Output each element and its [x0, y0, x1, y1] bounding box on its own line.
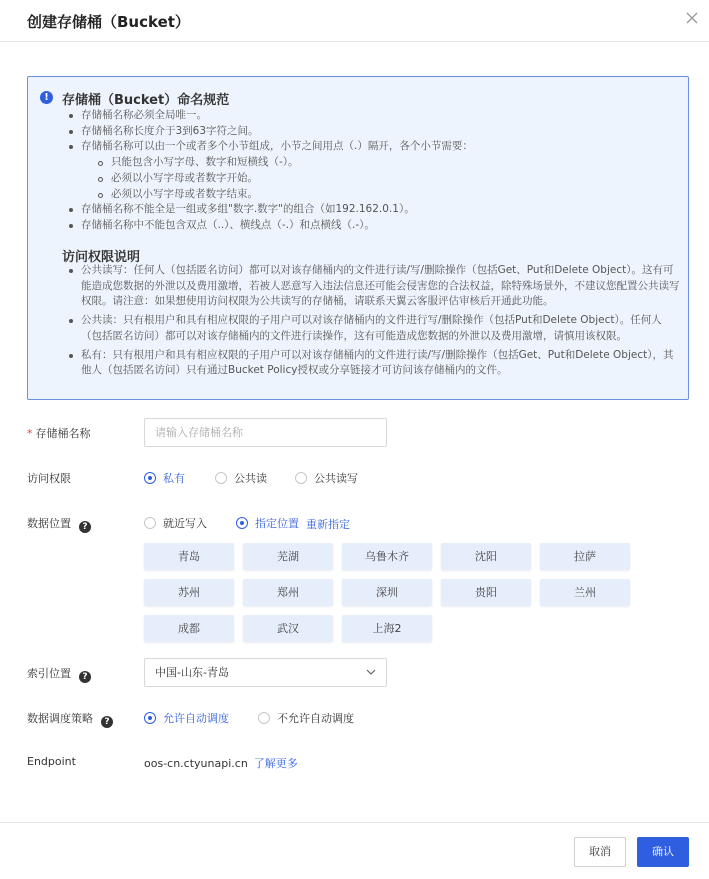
naming-rule: 存储桶名称长度介于3到63字符之间。 — [81, 124, 681, 140]
access-rules-list — [81, 263, 681, 382]
question-icon[interactable]: ? — [79, 521, 91, 533]
naming-rule: 存储桶名称必须全局唯一。 — [81, 108, 681, 124]
index-location-select[interactable] — [144, 658, 387, 687]
access-rule: 公共读：只有根用户和具有相应权限的子用户可以对该存储桶内的文件进行写/删除操作（包括Put和Delete Object）。任何人（包括匿名访问）都可以对该存储桶内的文件进行读操作，这有可能造成您数据的外泄以及费用激增，请慎用该权限。 — [81, 313, 681, 344]
cancel-button[interactable]: 取消 — [574, 837, 626, 867]
radio-dot — [144, 712, 156, 724]
city-chip[interactable]: 上海2 — [342, 615, 432, 642]
endpoint-value-row — [144, 755, 298, 771]
city-chip[interactable]: 沈阳 — [441, 543, 531, 570]
radio-disallow-auto-schedule[interactable] — [258, 710, 354, 726]
radio-allow-auto-schedule[interactable] — [144, 710, 229, 726]
radio-private[interactable] — [144, 470, 185, 486]
radio-dot — [215, 472, 227, 484]
dialog-title: 创建存储桶（Bucket） — [27, 13, 190, 31]
radio-specified-location[interactable] — [236, 515, 299, 531]
index-location-value: 中国-山东-青岛 — [155, 666, 229, 679]
city-chip[interactable]: 郑州 — [243, 579, 333, 606]
bucket-name-label-text: 存储桶名称 — [35, 427, 91, 440]
scheduling-label-text: 数据调度策略 — [27, 712, 93, 725]
naming-rules-title: 存储桶（Bucket）命名规范 — [62, 93, 230, 108]
radio-public-read[interactable] — [215, 470, 267, 486]
radio-label: 不允许自动调度 — [277, 712, 354, 725]
naming-rule: 存储桶名称中不能包含双点（..）、横线点（-.）和点横线（.-）。 — [81, 218, 681, 234]
naming-sub-rule: 必须以小写字母或者数字开始。 — [81, 171, 681, 187]
access-label: 访问权限 — [27, 472, 71, 485]
required-mark: * — [27, 427, 33, 440]
city-chip[interactable]: 深圳 — [342, 579, 432, 606]
naming-rule: 存储桶名称可以由一个或者多个小节组成，小节之间用点（.）隔开，各个小节需要： — [81, 139, 681, 155]
question-icon[interactable]: ? — [79, 671, 91, 683]
radio-label: 公共读 — [234, 472, 267, 485]
naming-notice — [27, 76, 689, 400]
reassign-link[interactable]: 重新指定 — [306, 518, 350, 531]
endpoint-value: oos-cn.ctyunapi.cn — [144, 757, 248, 770]
radio-public-read-write[interactable] — [295, 470, 358, 486]
city-chip[interactable]: 青岛 — [144, 543, 234, 570]
access-rule: 公共读写：任何人（包括匿名访问）都可以对该存储桶内的文件进行读/写/删除操作（包括Get、Put和Delete Object）。这有可能造成您数据的外泄以及费用激增，若被人恶意写入违法信息还可能会侵害您的合法权益，除特殊场景外，不建议您配置公共读写权限。请注意：如果想使用访问权限为公共读写的存储桶，请联系天翼云客服评估审核后开通此功能。 — [81, 263, 681, 310]
location-label — [27, 515, 91, 533]
naming-sub-rule: 只能包含小写字母、数字和短横线（-）。 — [81, 155, 681, 171]
city-chip[interactable]: 乌鲁木齐 — [342, 543, 432, 570]
city-chip[interactable]: 兰州 — [540, 579, 630, 606]
city-chip[interactable]: 成都 — [144, 615, 234, 642]
city-chip[interactable]: 贵阳 — [441, 579, 531, 606]
radio-label: 私有 — [163, 472, 185, 485]
dialog-footer — [0, 822, 709, 879]
radio-nearby-write[interactable] — [144, 515, 207, 531]
radio-dot — [258, 712, 270, 724]
bucket-name-input[interactable] — [144, 418, 387, 447]
radio-label: 指定位置 — [255, 517, 299, 530]
city-chip[interactable]: 芜湖 — [243, 543, 333, 570]
access-rule: 私有：只有根用户和具有相应权限的子用户可以对该存储桶内的文件进行读/写/删除操作（包括Get、Put和Delete Object），其他人（包括匿名访问）只有通过Bucket Policy授权或分享链接才可访问该存储桶内的文件。 — [81, 348, 681, 379]
radio-dot — [295, 472, 307, 484]
access-rules-title: 访问权限说明 — [62, 250, 141, 265]
radio-label: 允许自动调度 — [163, 712, 229, 725]
naming-rules-list — [81, 108, 681, 234]
scheduling-label — [27, 710, 113, 728]
radio-dot — [144, 472, 156, 484]
learn-more-link[interactable]: 了解更多 — [253, 757, 298, 770]
index-location-label-text: 索引位置 — [27, 667, 71, 680]
city-chip[interactable]: 武汉 — [243, 615, 333, 642]
radio-label: 公共读写 — [314, 472, 358, 485]
index-location-label — [27, 665, 91, 683]
info-icon: ! — [40, 91, 53, 104]
location-label-text: 数据位置 — [27, 517, 71, 530]
naming-rule: 存储桶名称不能全是一组或多组"数字.数字"的组合（如192.162.0.1）。 — [81, 202, 681, 218]
confirm-button[interactable]: 确认 — [637, 837, 689, 867]
endpoint-label: Endpoint — [27, 755, 76, 768]
chevron-down-icon — [366, 668, 376, 676]
dialog-header — [0, 0, 709, 42]
radio-label: 就近写入 — [163, 517, 207, 530]
close-icon[interactable] — [684, 10, 700, 26]
city-chip[interactable]: 拉萨 — [540, 543, 630, 570]
city-chip[interactable]: 苏州 — [144, 579, 234, 606]
question-icon[interactable]: ? — [101, 716, 113, 728]
radio-dot — [236, 517, 248, 529]
bucket-name-label — [27, 425, 91, 441]
naming-sub-rule: 必须以小写字母或者数字结束。 — [81, 187, 681, 203]
radio-dot — [144, 517, 156, 529]
